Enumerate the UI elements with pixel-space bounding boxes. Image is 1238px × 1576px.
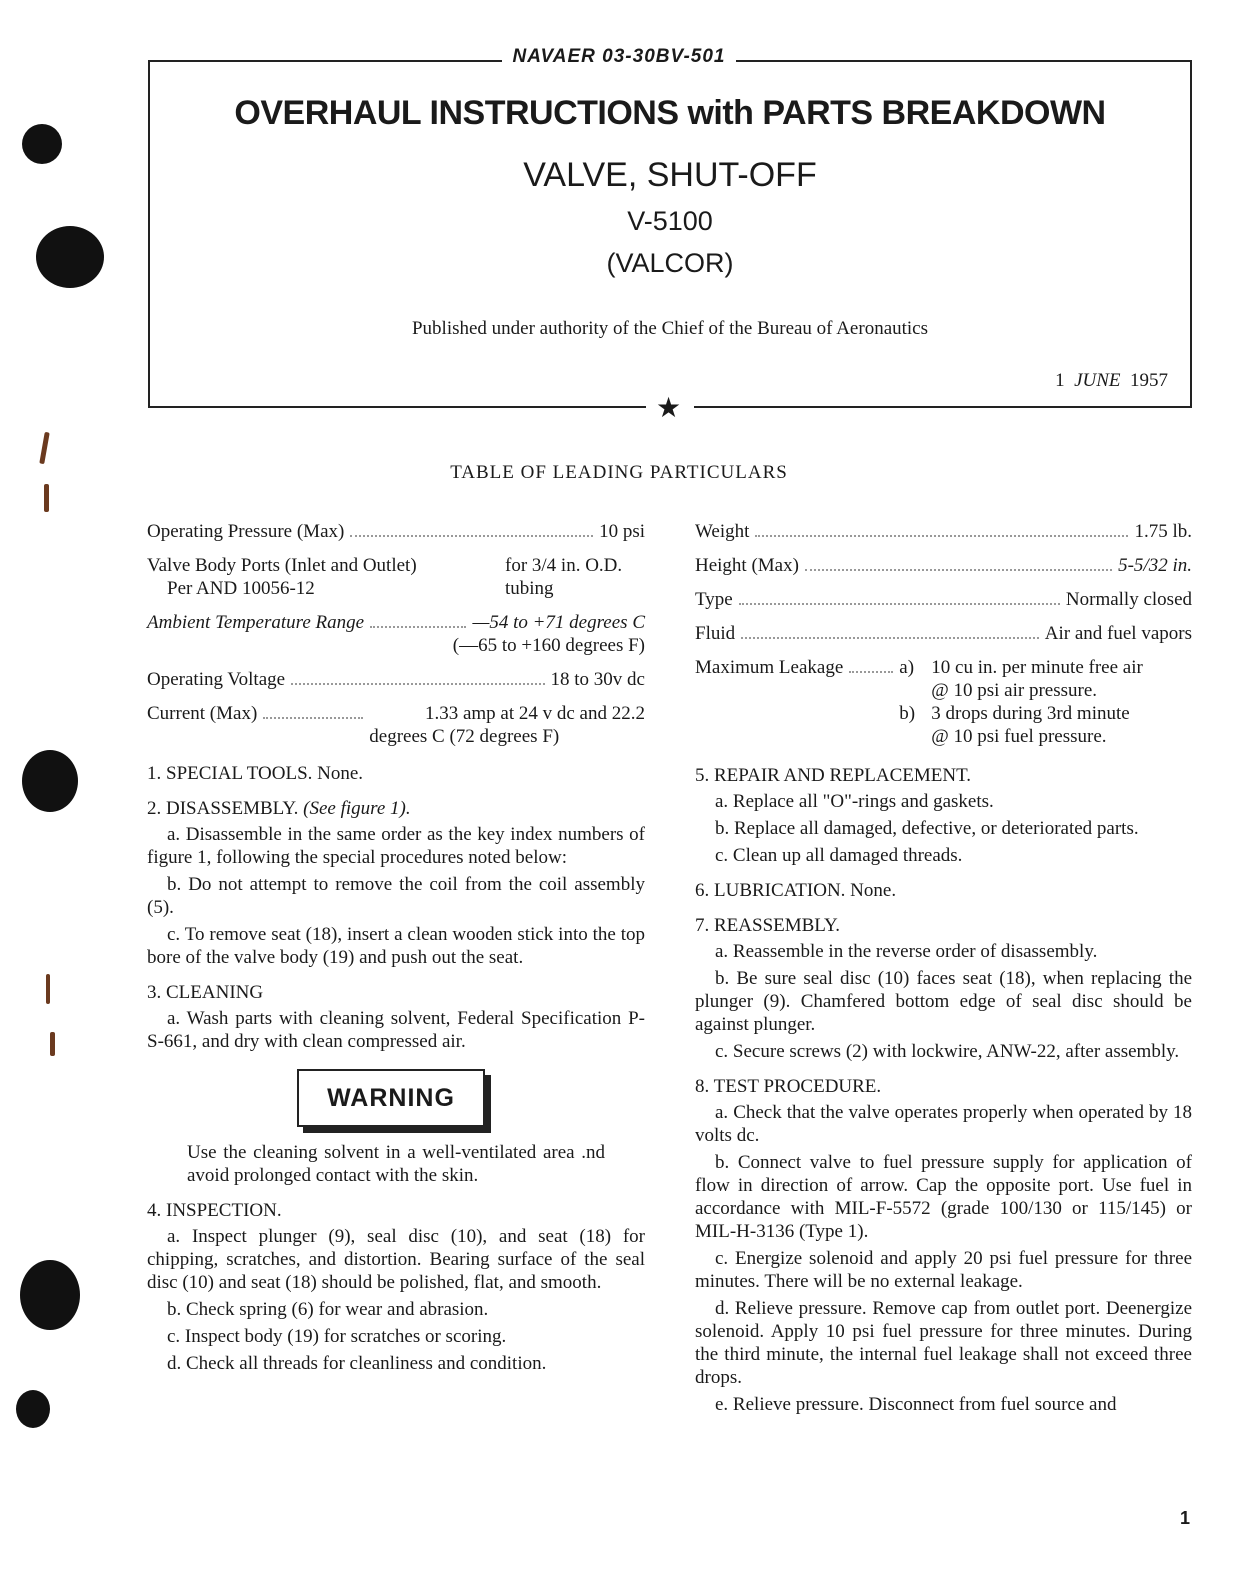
particular-row: Type Normally closed xyxy=(695,589,1192,610)
publication-date: 1 JUNE 1957 xyxy=(1055,370,1168,391)
particular-row: Weight 1.75 lb. xyxy=(695,521,1192,542)
section-repair: 5. REPAIR AND REPLACEMENT. xyxy=(695,765,972,786)
paragraph: b. Do not attempt to remove the coil from the coil assembly (5). xyxy=(147,874,645,918)
star-divider-icon: ★ xyxy=(656,391,682,424)
paragraph: a. Reassemble in the reverse order of disassembly. xyxy=(715,941,1098,962)
paragraph: a. Wash parts with cleaning solvent, Federal Specification P-S-661, and dry with clean compressed air. xyxy=(147,1008,645,1052)
document-title: OVERHAUL INSTRUCTIONS with PARTS BREAKDOWN xyxy=(234,94,1106,132)
paragraph: a. Replace all "O"-rings and gaskets. xyxy=(715,791,994,812)
warning-label: WARNING xyxy=(297,1069,485,1127)
particular-row: Fluid Air and fuel vapors xyxy=(695,623,1192,644)
particulars-title: TABLE OF LEADING PARTICULARS xyxy=(450,462,788,483)
page-number: 1 xyxy=(1179,1508,1190,1528)
punch-hole-4 xyxy=(20,1260,80,1330)
section-inspection: 4. INSPECTION. xyxy=(147,1200,282,1221)
section-lubrication: 6. LUBRICATION. None. xyxy=(695,880,897,901)
publication-code: NAVAER 03-30BV-501 xyxy=(0,46,1238,68)
paragraph: a. Disassemble in the same order as the key index numbers of figure 1, following the special procedures noted below: xyxy=(147,824,645,868)
punch-hole-2 xyxy=(36,226,104,288)
section-reassembly: 7. REASSEMBLY. xyxy=(695,915,841,936)
particular-row: Valve Body Ports (Inlet and Outlet) Per AND 10056-12 for 3/4 in. O.D. tubing xyxy=(147,555,623,599)
section-test-procedure: 8. TEST PROCEDURE. xyxy=(695,1076,882,1097)
binder-mark-2 xyxy=(44,484,49,512)
paragraph: c. To remove seat (18), insert a clean wooden stick into the top bore of the valve body (19) and push out the seat. xyxy=(147,924,645,968)
section-special-tools: 1. SPECIAL TOOLS. None. xyxy=(147,763,364,784)
particular-row: Current (Max) 1.33 amp at 24 v dc and 22.2 degrees C (72 degrees F) xyxy=(147,703,645,747)
section-disassembly: 2. DISASSEMBLY. (See figure 1). xyxy=(147,798,411,819)
punch-hole-3 xyxy=(22,750,78,812)
paragraph: d. Check all threads for cleanliness and condition. xyxy=(167,1353,547,1374)
model-number: V-5100 xyxy=(627,206,713,236)
paragraph: c. Energize solenoid and apply 20 psi fuel pressure for three minutes. There will be no external leakage. xyxy=(695,1248,1192,1292)
paragraph: c. Inspect body (19) for scratches or scoring. xyxy=(167,1326,507,1347)
paragraph: b. Replace all damaged, defective, or deteriorated parts. xyxy=(715,818,1139,839)
binder-mark-1 xyxy=(39,432,49,464)
particular-row: Ambient Temperature Range —54 to +71 degrees C (—65 to +160 degrees F) xyxy=(147,612,645,656)
particular-row: Maximum Leakage a) 10 cu in. per minute free air @ 10 psi air pressure. b) 3 drops during 3rd minute @ 10 psi fuel pressure. xyxy=(695,657,1143,747)
manufacturer: (VALCOR) xyxy=(606,248,734,278)
paragraph: a. Inspect plunger (9), seal disc (10), and seat (18) for chipping, scratches, and distortion. Bearing surface of the seal disc (10) and seat (18) should be polished, flat, and smooth. xyxy=(147,1226,645,1293)
paragraph: b. Connect valve to fuel pressure supply for application of flow in direction of arrow. Cap the opposite port. Use fuel in accordance with MIL-F-5572 (grade 100/130 or 115/145) or MIL-H-3136 (Type 1). xyxy=(695,1152,1192,1242)
left-column xyxy=(147,520,645,1379)
right-column xyxy=(695,520,1192,1420)
warning-text: Use the cleaning solvent in a well-ventilated area .nd avoid prolonged contact with the skin. xyxy=(187,1142,605,1186)
authority-line: Published under authority of the Chief of the Bureau of Aeronautics xyxy=(411,318,929,339)
paragraph: e. Relieve pressure. Disconnect from fuel source and xyxy=(715,1394,1117,1415)
particular-row: Height (Max) 5-5/32 in. xyxy=(695,555,1192,576)
item-name: VALVE, SHUT-OFF xyxy=(523,156,817,194)
paragraph: b. Check spring (6) for wear and abrasion. xyxy=(167,1299,489,1320)
punch-hole-1 xyxy=(22,124,62,164)
binder-mark-3 xyxy=(46,974,50,1004)
particular-row: Operating Pressure (Max) 10 psi xyxy=(147,521,645,542)
paragraph: c. Clean up all damaged threads. xyxy=(715,845,963,866)
paragraph: b. Be sure seal disc (10) faces seat (18), when replacing the plunger (9). Chamfered bottom edge of seal disc should be against plunger. xyxy=(695,968,1192,1035)
punch-hole-5 xyxy=(16,1390,50,1428)
paragraph: c. Secure screws (2) with lockwire, ANW-22, after assembly. xyxy=(715,1041,1180,1062)
paragraph: d. Relieve pressure. Remove cap from outlet port. Deenergize solenoid. Apply 10 psi fuel pressure for three minutes. During the third minute, the internal fuel leakage shall not exceed three drops. xyxy=(695,1298,1192,1388)
paragraph: a. Check that the valve operates properly when operated by 18 volts dc. xyxy=(695,1102,1192,1146)
binder-mark-4 xyxy=(50,1032,55,1056)
section-cleaning: 3. CLEANING xyxy=(147,982,264,1003)
particular-row: Operating Voltage 18 to 30v dc xyxy=(147,669,645,690)
